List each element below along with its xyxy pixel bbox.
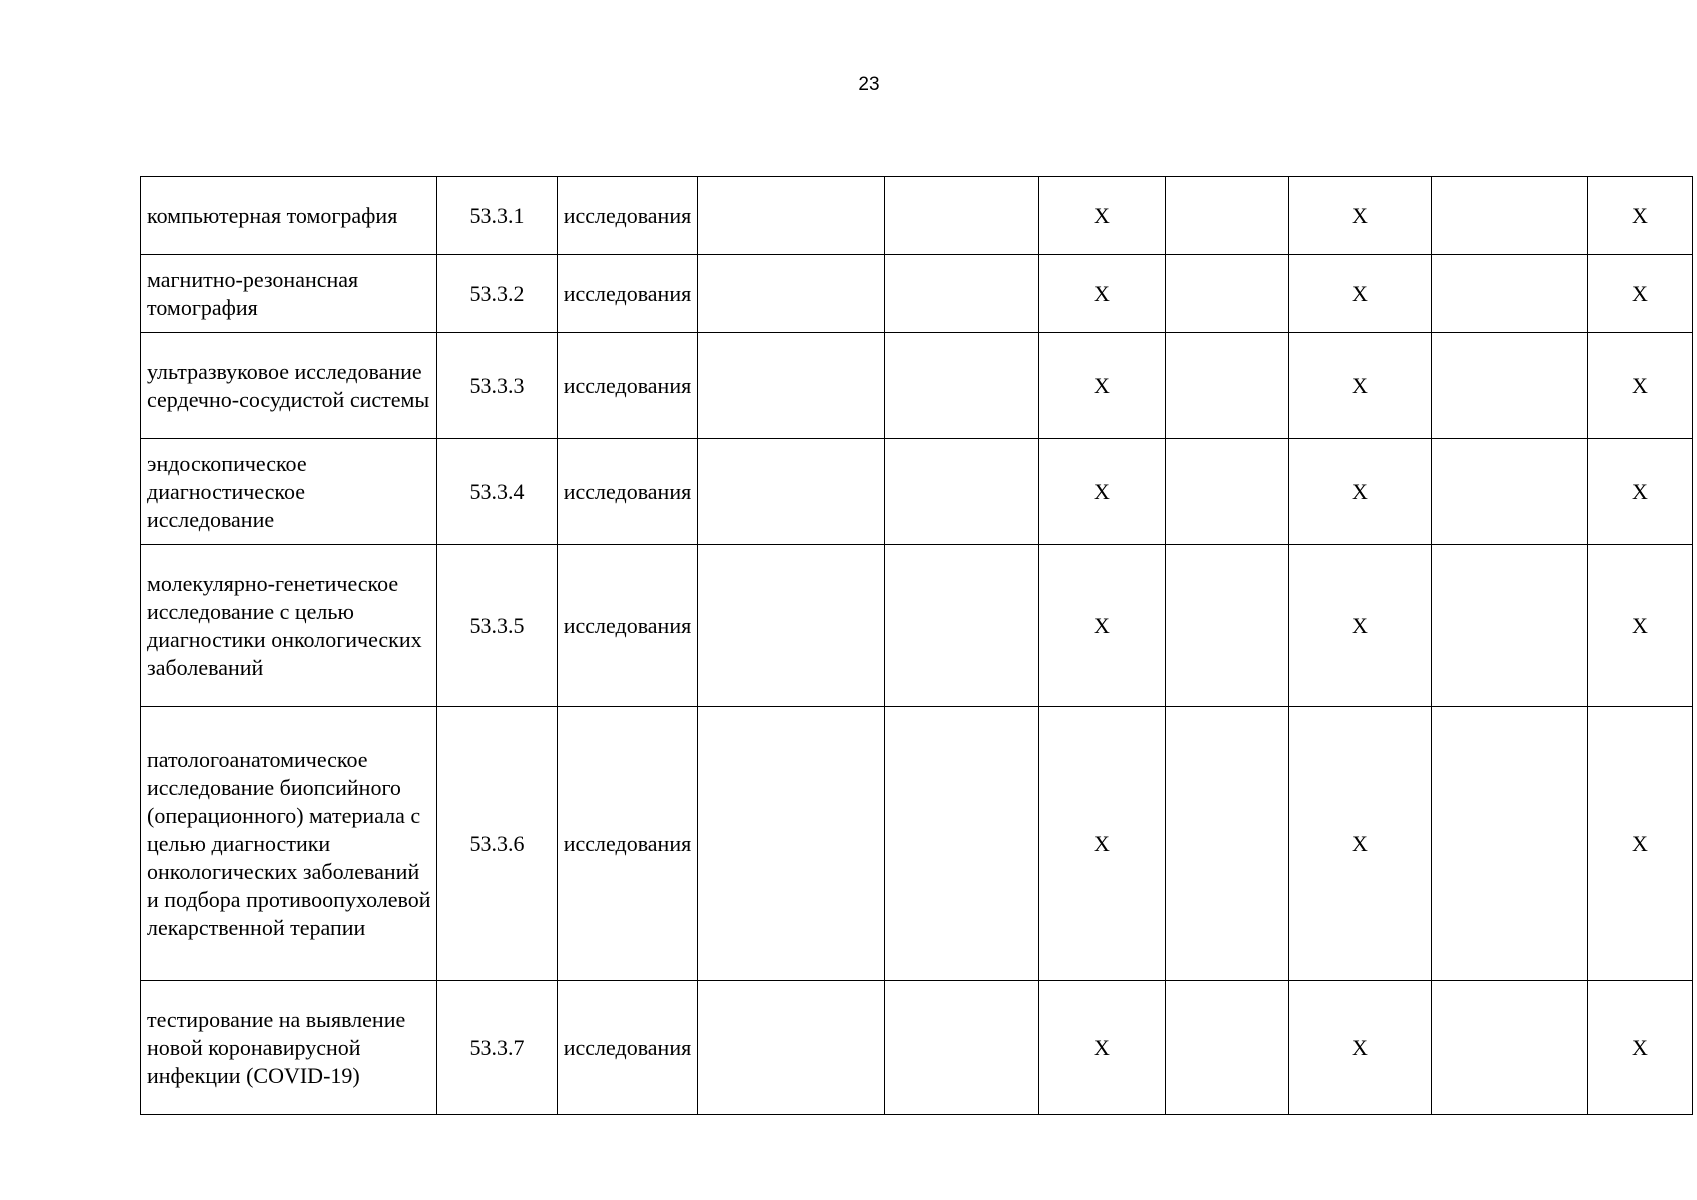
mark-cell <box>1432 981 1588 1115</box>
mark-cell <box>698 255 885 333</box>
mark-cell: X <box>1039 333 1166 439</box>
mark-cell <box>885 545 1039 707</box>
service-name-cell: ультразвуковое исследование сердечно-сосудистой системы <box>141 333 437 439</box>
unit-text: исследования <box>563 1034 692 1060</box>
code-cell: 53.3.3 <box>437 333 558 439</box>
mark-cell <box>1166 177 1289 255</box>
code-cell: 53.3.4 <box>437 439 558 545</box>
mark-cell <box>1432 439 1588 545</box>
unit-text: исследования <box>563 280 692 306</box>
unit-cell <box>558 255 698 333</box>
service-name-cell: патологоанатомическое исследование биопсийного (операционного) материала с целью диагностики онкологических заболеваний и подбора противоопухолевой лекарственной терапии <box>141 707 437 981</box>
services-table <box>140 176 1693 1115</box>
service-name-cell: магнитно-резонансная томография <box>141 255 437 333</box>
mark-cell <box>698 177 885 255</box>
mark-cell <box>885 177 1039 255</box>
table-row <box>141 333 1693 439</box>
unit-cell <box>558 333 698 439</box>
service-name-cell: тестирование на выявление новой коронавирусной инфекции (COVID-19) <box>141 981 437 1115</box>
mark-cell <box>698 333 885 439</box>
mark-cell <box>1432 333 1588 439</box>
mark-cell <box>1166 333 1289 439</box>
code-cell: 53.3.5 <box>437 545 558 707</box>
service-name-cell: эндоскопическое диагностическое исследование <box>141 439 437 545</box>
mark-cell <box>1166 981 1289 1115</box>
mark-cell: X <box>1588 333 1693 439</box>
mark-cell <box>1432 177 1588 255</box>
unit-cell <box>558 981 698 1115</box>
mark-cell <box>1432 545 1588 707</box>
mark-cell <box>885 439 1039 545</box>
unit-cell <box>558 707 698 981</box>
unit-text: исследования <box>563 612 692 638</box>
mark-cell: X <box>1289 981 1432 1115</box>
unit-text: исследования <box>563 202 692 228</box>
mark-cell <box>698 439 885 545</box>
unit-text: исследования <box>563 830 692 856</box>
mark-cell: X <box>1588 707 1693 981</box>
mark-cell: X <box>1588 177 1693 255</box>
mark-cell: X <box>1289 439 1432 545</box>
mark-cell: X <box>1588 981 1693 1115</box>
mark-cell: X <box>1289 177 1432 255</box>
mark-cell: X <box>1039 981 1166 1115</box>
mark-cell <box>885 333 1039 439</box>
mark-cell: X <box>1039 707 1166 981</box>
mark-cell: X <box>1039 439 1166 545</box>
service-name-cell: компьютерная томография <box>141 177 437 255</box>
mark-cell <box>698 545 885 707</box>
mark-cell <box>885 981 1039 1115</box>
table-body <box>141 177 1693 1115</box>
code-cell: 53.3.1 <box>437 177 558 255</box>
page-number: 23 <box>858 74 880 95</box>
code-cell: 53.3.2 <box>437 255 558 333</box>
mark-cell: X <box>1289 545 1432 707</box>
mark-cell: X <box>1289 707 1432 981</box>
unit-cell <box>558 177 698 255</box>
mark-cell <box>885 707 1039 981</box>
mark-cell <box>1166 545 1289 707</box>
mark-cell: X <box>1588 255 1693 333</box>
mark-cell: X <box>1289 333 1432 439</box>
mark-cell: X <box>1588 545 1693 707</box>
mark-cell: X <box>1039 545 1166 707</box>
table-row <box>141 177 1693 255</box>
unit-text: исследования <box>563 372 692 398</box>
table-row <box>141 545 1693 707</box>
mark-cell <box>1166 255 1289 333</box>
table-row <box>141 707 1693 981</box>
mark-cell: X <box>1588 439 1693 545</box>
mark-cell <box>1432 255 1588 333</box>
mark-cell: X <box>1039 177 1166 255</box>
table-row <box>141 981 1693 1115</box>
mark-cell <box>698 981 885 1115</box>
mark-cell <box>885 255 1039 333</box>
unit-cell <box>558 439 698 545</box>
mark-cell <box>1432 707 1588 981</box>
mark-cell: X <box>1289 255 1432 333</box>
unit-cell <box>558 545 698 707</box>
table-row <box>141 439 1693 545</box>
mark-cell <box>698 707 885 981</box>
mark-cell <box>1166 707 1289 981</box>
unit-text: исследования <box>563 478 692 504</box>
table-row <box>141 255 1693 333</box>
mark-cell: X <box>1039 255 1166 333</box>
service-name-cell: молекулярно-генетическое исследование с целью диагностики онкологических заболеваний <box>141 545 437 707</box>
code-cell: 53.3.7 <box>437 981 558 1115</box>
code-cell: 53.3.6 <box>437 707 558 981</box>
mark-cell <box>1166 439 1289 545</box>
